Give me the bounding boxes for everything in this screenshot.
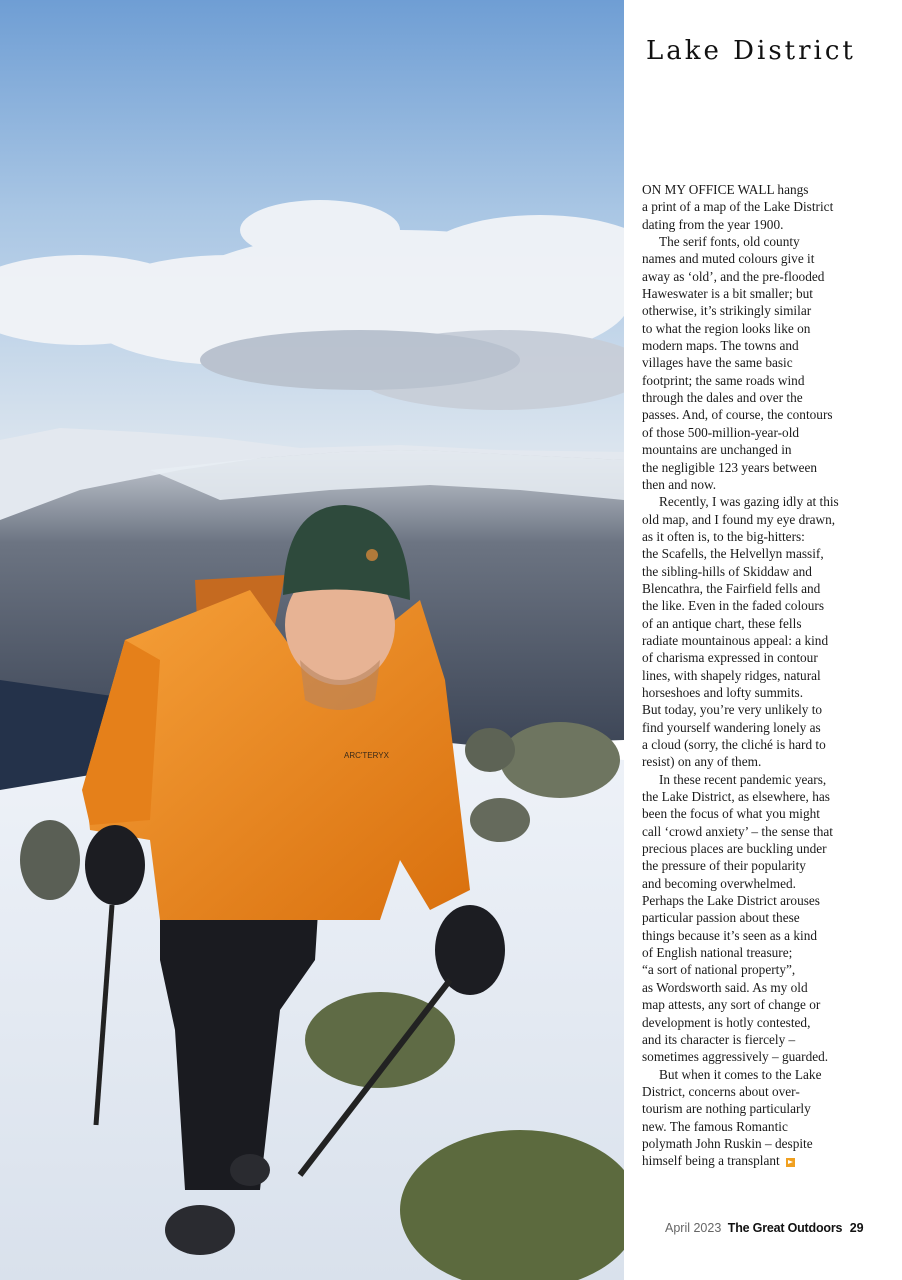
text-line: old map, and I found my eye drawn, (642, 511, 836, 527)
text-line: resist) on any of them. (642, 754, 762, 770)
paragraph (642, 233, 852, 493)
text-line: tourism are nothing particularly (642, 1101, 811, 1117)
text-line: otherwise, it’s strikingly similar (642, 303, 812, 319)
text-line: find yourself wandering lonely as (642, 719, 821, 735)
text-line: polymath John Ruskin – despite (642, 1135, 813, 1151)
text-line: the Scafells, the Helvellyn massif, (642, 546, 824, 562)
text-line: of charisma expressed in contour (642, 650, 818, 666)
issue-date: April 2023 (665, 1221, 722, 1235)
text-line: through the dales and over the (642, 390, 803, 406)
text-line: to what the region looks like on (642, 320, 811, 336)
text-line: the negligible 123 years between (642, 459, 818, 475)
section-title: Lake District (646, 36, 856, 66)
text-line: then and now. (642, 476, 717, 492)
text-line: passes. And, of course, the contours (642, 407, 833, 423)
text-line: the sibling-hills of Skiddaw and (642, 563, 812, 579)
text-line: horseshoes and lofty summits. (642, 684, 804, 700)
text-line: away as ‘old’, and the pre-flooded (642, 268, 825, 284)
text-line: the Lake District, as elsewhere, has (642, 789, 830, 805)
text-line: dating from the year 1900. (642, 216, 784, 232)
text-line: lines, with shapely ridges, natural (642, 667, 821, 683)
text-line: new. The famous Romantic (642, 1118, 788, 1134)
text-line: villages have the same basic (642, 355, 793, 371)
text-line: Haweswater is a bit smaller; but (642, 286, 813, 302)
text-line: District, concerns about over- (642, 1083, 800, 1099)
text-line: ON MY OFFICE WALL hangs (642, 182, 809, 197)
text-line: the pressure of their popularity (642, 858, 806, 874)
text-line: Blencathra, the Fairfield fells and (642, 580, 821, 596)
text-line: mountains are unchanged in (642, 442, 792, 458)
text-line: development is hotly contested, (642, 1014, 811, 1030)
text-line: a cloud (sorry, the cliché is hard to (642, 737, 826, 752)
text-line: footprint; the same roads wind (642, 372, 805, 388)
text-line: particular passion about these (642, 910, 800, 926)
text-line: of those 500-million-year-old (642, 424, 800, 440)
page-footer (665, 1221, 864, 1235)
text-line: map attests, any sort of change or (642, 997, 821, 1013)
text-line: But today, you’re very unlikely to (642, 702, 823, 718)
text-line: The serif fonts, old county (659, 234, 800, 250)
text-line: In these recent pandemic years, (659, 771, 827, 787)
text-line: and becoming overwhelmed. (642, 875, 796, 891)
text-line: been the focus of what you might (642, 806, 820, 822)
text-line: names and muted colours give it (642, 251, 815, 267)
text-line: a print of a map of the Lake District (642, 199, 834, 215)
text-line: precious places are buckling under (642, 841, 827, 857)
text-line: radiate mountainous appeal: a kind (642, 632, 829, 648)
text-line: of English national treasure; (642, 945, 793, 961)
text-line: call ‘crowd anxiety’ – the sense that (642, 823, 834, 839)
text-line: and its character is fiercely – (642, 1031, 796, 1047)
text-line: of an antique chart, these fells (642, 615, 802, 631)
text-line: modern maps. The towns and (642, 338, 799, 354)
text-line: Recently, I was gazing idly at this (659, 494, 839, 510)
article-body (642, 181, 852, 1170)
text-line: as Wordsworth said. As my old (642, 979, 808, 995)
magazine-name: The Great Outdoors (727, 1221, 843, 1235)
text-line: the like. Even in the faded colours (642, 598, 825, 614)
jacket-logo: ARC'TERYX (344, 751, 389, 760)
text-line: But when it comes to the Lake (659, 1066, 822, 1082)
text-line: himself being a transplant (642, 1152, 852, 1169)
paragraph (642, 181, 852, 233)
paragraph (642, 1066, 852, 1170)
continue-arrow-icon (786, 1158, 795, 1167)
text-line: sometimes aggressively – guarded. (642, 1049, 829, 1065)
page-number: 29 (849, 1221, 864, 1235)
paragraph (642, 771, 852, 1066)
text-line: “a sort of national property”, (642, 962, 796, 978)
text-line: as it often is, to the big-hitters: (642, 528, 805, 544)
paragraph (642, 493, 852, 771)
text-line: things because it’s seen as a kind (642, 927, 818, 943)
text-line: Perhaps the Lake District arouses (642, 893, 820, 909)
